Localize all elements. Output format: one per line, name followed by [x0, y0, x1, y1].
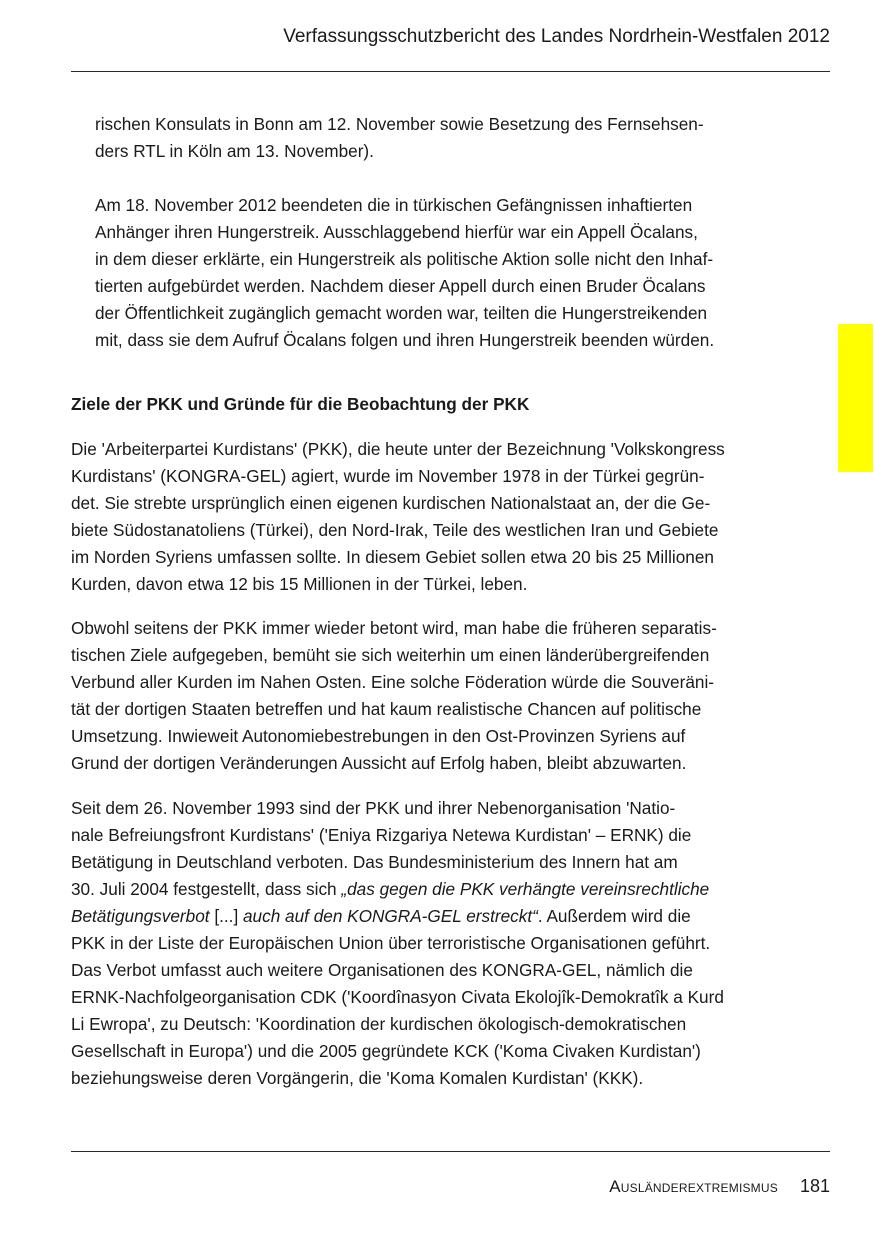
text-line: Obwohl seitens der PKK immer wieder betont wird, man habe die früheren separatis- — [71, 618, 717, 638]
text-line: Am 18. November 2012 beendeten die in türkischen Gefängnissen inhaftierten — [95, 195, 693, 215]
text-line: Betätigung in Deutschland verboten. Das Bundesministerium des Innern hat am — [71, 852, 678, 872]
page-footer — [609, 1174, 830, 1199]
text-line: Verbund aller Kurden im Nahen Osten. Eine solche Föderation würde die Souveräni- — [71, 672, 714, 692]
text-line: Kurden, davon etwa 12 bis 15 Millionen in der Türkei, leben. — [71, 574, 528, 594]
page-number: 181 — [799, 1176, 830, 1196]
text-line: Grund der dortigen Veränderungen Aussicht auf Erfolg haben, bleibt abzuwarten. — [71, 753, 687, 773]
text-line: Seit dem 26. November 1993 sind der PKK und ihrer Nebenorganisation 'Natio- — [71, 798, 676, 818]
text-line: tät der dortigen Staaten betreffen und hat kaum realistische Chancen auf politische — [71, 699, 702, 719]
footer-section-title: Ausländerextremismus — [609, 1177, 778, 1196]
text-line: det. Sie strebte ursprünglich einen eigenen kurdischen Nationalstaat an, der die Ge- — [71, 493, 711, 513]
footer-rule — [71, 1151, 830, 1152]
page-header-title: Verfassungsschutzbericht des Landes Nordrhein-Westfalen 2012 — [283, 26, 830, 47]
quote-run: auch auf den KONGRA-GEL erstreckt“ — [243, 906, 538, 926]
text-line: in dem dieser erklärte, ein Hungerstreik als politische Aktion solle nicht den Inhaf- — [95, 249, 714, 269]
section-paragraph-2 — [71, 615, 717, 777]
text-line — [71, 876, 724, 903]
text-line: tischen Ziele aufgegeben, bemüht sie sich weiterhin um einen länderübergreifenden — [71, 645, 710, 665]
text-line: Anhänger ihren Hungerstreik. Ausschlaggebend hierfür war ein Appell Öcalans, — [95, 222, 698, 242]
quote-run: Betätigungsverbot — [71, 906, 210, 926]
header-rule — [71, 71, 830, 72]
section-paragraph-3 — [71, 795, 724, 1092]
text-line: nale Befreiungsfront Kurdistans' ('Eniya Rizgariya Netewa Kurdistan' – ERNK) die — [71, 825, 692, 845]
text-line: PKK in der Liste der Europäischen Union über terroristische Organisationen geführt. — [71, 933, 711, 953]
quote-run: „das gegen die PKK verhängte vereinsrechtliche — [341, 879, 710, 899]
text-line: im Norden Syriens umfassen sollte. In diesem Gebiet sollen etwa 20 bis 25 Millionen — [71, 547, 714, 567]
chapter-tab-marker — [838, 324, 873, 472]
text-line: Gesellschaft in Europa') und die 2005 gegründete KCK ('Koma Civaken Kurdistan') — [71, 1041, 701, 1061]
text-line: tierten aufgebürdet werden. Nachdem dieser Appell durch einen Bruder Öcalans — [95, 276, 706, 296]
text-line — [71, 903, 724, 930]
text-line: ders RTL in Köln am 13. November). — [95, 141, 374, 161]
text-line: Kurdistans' (KONGRA-GEL) agiert, wurde im November 1978 in der Türkei gegrün- — [71, 466, 705, 486]
text-line: der Öffentlichkeit zugänglich gemacht worden war, teilten die Hungerstreikenden — [95, 303, 708, 323]
section-paragraph-1 — [71, 436, 725, 598]
text-line: Umsetzung. Inwieweit Autonomiebestrebungen in den Ost-Provinzen Syriens auf — [71, 726, 686, 746]
text-line: beziehungsweise deren Vorgängerin, die 'Koma Komalen Kurdistan' (KKK). — [71, 1068, 644, 1088]
section-heading: Ziele der PKK und Gründe für die Beobachtung der PKK — [71, 394, 530, 414]
intro-paragraph-1 — [95, 111, 704, 165]
text-line: rischen Konsulats in Bonn am 12. November sowie Besetzung des Fernsehsen- — [95, 114, 704, 134]
intro-paragraph-2 — [95, 192, 714, 354]
text-line: mit, dass sie dem Aufruf Öcalans folgen und ihren Hungerstreik beenden würden. — [95, 330, 715, 350]
text-line: Die 'Arbeiterpartei Kurdistans' (PKK), die heute unter der Bezeichnung 'Volkskongress — [71, 439, 725, 459]
text-run: . Außerdem wird die — [537, 906, 691, 926]
text-run: 30. Juli 2004 festgestellt, dass sich — [71, 879, 342, 899]
text-line: Li Ewropa', zu Deutsch: 'Koordination der kurdischen ökologisch-demokratischen — [71, 1014, 687, 1034]
text-line: Das Verbot umfasst auch weitere Organisationen des KONGRA-GEL, nämlich die — [71, 960, 693, 980]
text-line: ERNK-Nachfolgeorganisation CDK ('Koordînasyon Civata Ekolojîk-Demokratîk a Kurd — [71, 987, 724, 1007]
text-run: [...] — [209, 906, 243, 926]
text-line: biete Südostanatoliens (Türkei), den Nord-Irak, Teile des westlichen Iran und Gebiete — [71, 520, 719, 540]
